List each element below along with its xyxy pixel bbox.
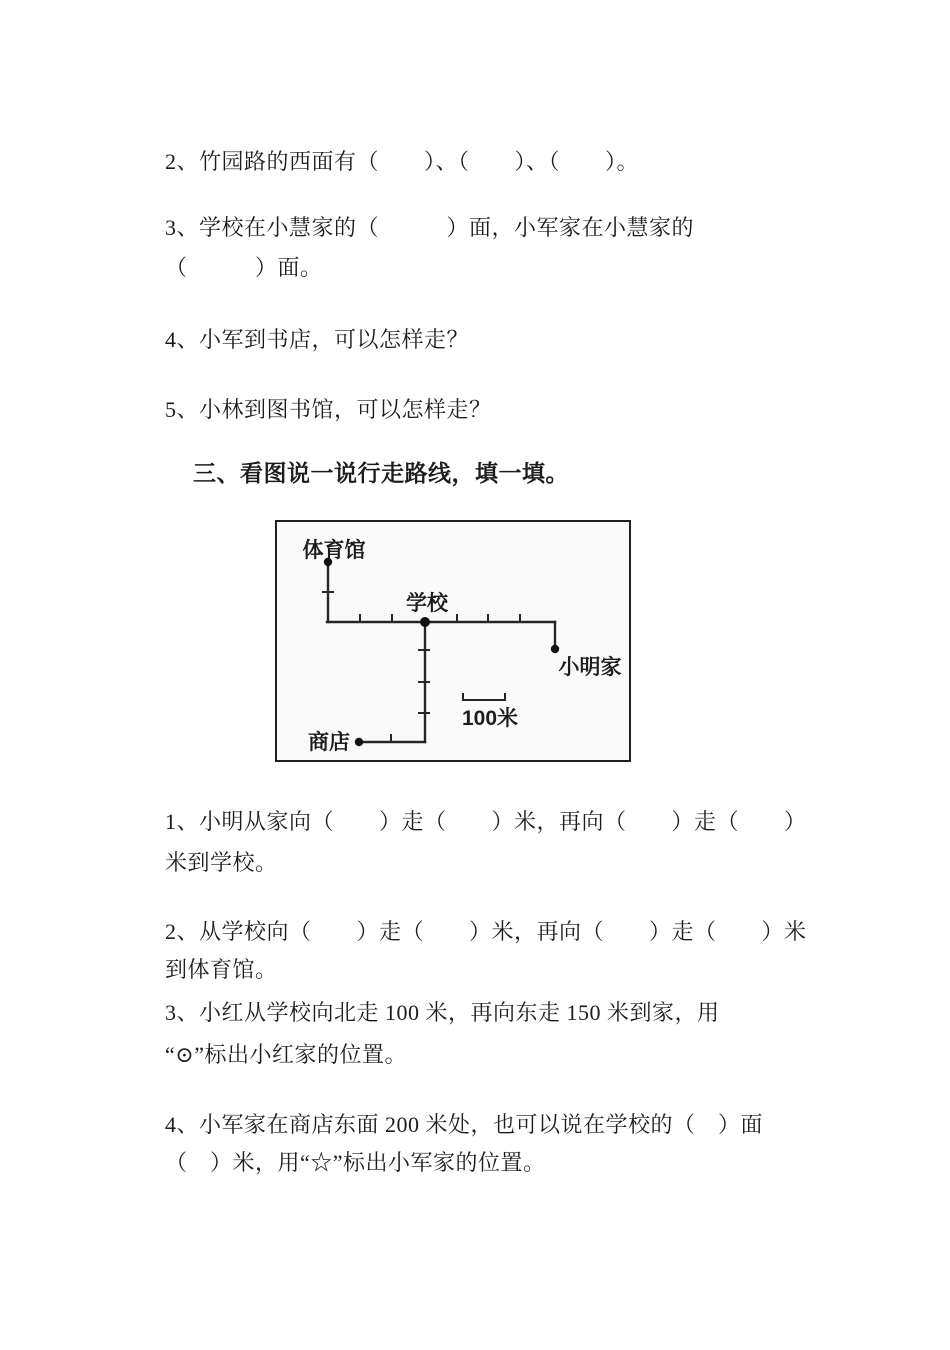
map-question-3-line2: “⊙”标出小红家的位置。: [165, 1042, 407, 1067]
map-question-4-line2: （ ）米，用“☆”标出小军家的位置。: [165, 1150, 546, 1175]
map-label-scale: 100米: [461, 707, 519, 730]
map-label-xiaoming-home: 小明家: [558, 656, 622, 679]
map-question-1-line2: 米到学校。: [165, 850, 278, 875]
route-map-drawing: [277, 522, 629, 760]
map-question-1-line1: 1、小明从家向（ ）走（ ）米，再向（ ）走（ ）: [165, 809, 807, 834]
route-map: [275, 520, 631, 762]
xiaoming-home-dot: [551, 645, 559, 653]
question-2-west-side: 2、竹园路的西面有（ ）、（ ）、（ ）。: [165, 149, 640, 174]
question-3-line2: （ ）面。: [165, 255, 323, 280]
school-dot: [420, 617, 430, 627]
question-5-library: 5、小林到图书馆，可以怎样走？: [165, 397, 492, 422]
question-4-bookstore: 4、小军到书店，可以怎样走？: [165, 327, 470, 352]
shop-dot: [355, 738, 363, 746]
ticks-main-road: [360, 614, 520, 622]
map-question-2-line2: 到体育馆。: [165, 957, 278, 982]
question-3-line1: 3、学校在小慧家的（ ）面，小军家在小慧家的: [165, 215, 695, 240]
map-label-shop: 商店: [308, 731, 350, 754]
map-question-4-line1: 4、小军家在商店东面 200 米处，也可以说在学校的（ ）面: [165, 1112, 764, 1137]
map-label-gym: 体育馆: [302, 539, 366, 562]
map-question-3-line1: 3、小红从学校向北走 100 米，再向东走 150 米到家，用: [165, 1000, 720, 1025]
map-label-school: 学校: [406, 592, 448, 615]
map-question-2-line1: 2、从学校向（ ）走（ ）米，再向（ ）走（ ）米: [165, 919, 807, 944]
section-three-heading: 三、看图说一说行走路线，填一填。: [193, 460, 569, 486]
scale-bracket: [463, 693, 505, 700]
